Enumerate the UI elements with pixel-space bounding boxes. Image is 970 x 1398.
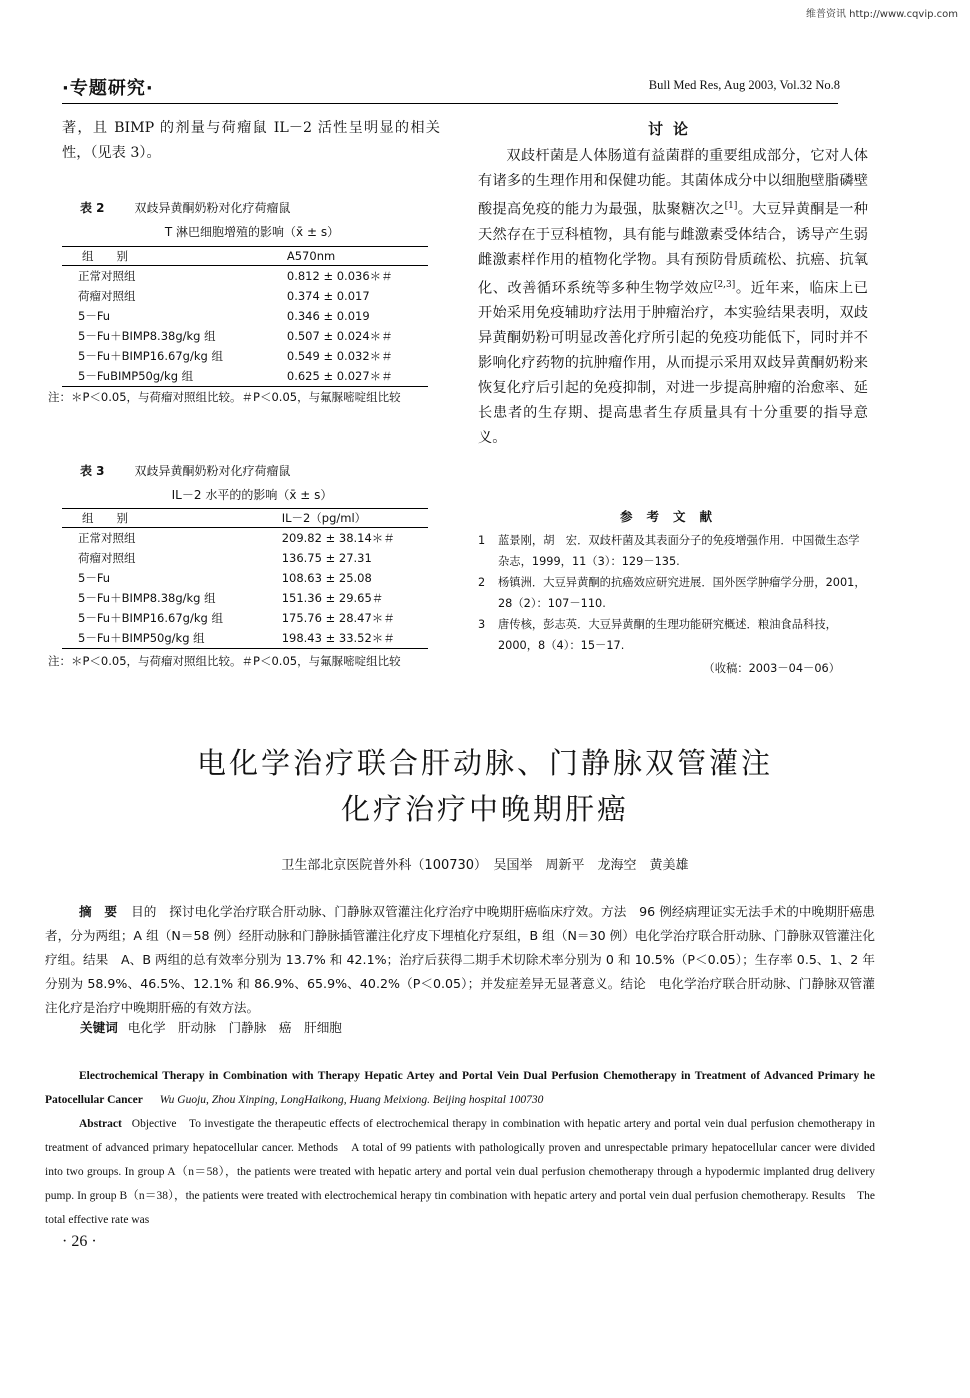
table2-cell-group: 5－Fu＋BIMP16.67g/kg 组 [78,349,223,363]
table3-cell-value: 136.75 ± 27.31 [281,551,372,565]
reference-number: 1 [478,534,486,547]
english-authors: Wu Guoju, Zhou Xinping, LongHaikong, Huang Meixiong. Beijing hospital 100730 [159,1094,544,1106]
table2-caption-line1: 双歧异黄酮奶粉对化疗荷瘤鼠 [134,201,291,215]
table2-col-value: A570nm [269,247,428,266]
table2-note: 注：＊P＜0.05，与荷瘤对照组比较。＃P＜0.05，与氟脲嘧啶组比较 [48,390,401,404]
table3-cell-group: 5－Fu＋BIMP16.67g/kg 组 [78,611,223,625]
table2-caption-line2: T 淋巴细胞增殖的影响（x̄ ± s） [164,225,340,239]
reference-item [478,572,870,614]
source-watermark: 维普资讯 http://www.cqvip.com [805,9,958,20]
table3-col-value: IL－2（pg/ml） [264,509,428,528]
abstract-cn-text: 目的 探讨电化学治疗联合肝动脉、门静脉双管灌注化疗治疗中晚期肝癌临床疗效。方法 96 例经病理证实无法手术的中晚期肝癌患者，分为两组；A 组（N＝58 例）经肝动脉和门静脉插管灌注化疗皮下埋植化疗泵组，B 组（N＝30 例）电化学治疗联合肝动脉、门静脉双管灌注化疗组。结果 A、B 两组的总有效率分别为 13.7% 和 42.1%；治疗后获得二期手术切除术率分别为 0 和 10.5%（P＜0.05）；生存率 0.5、1、2 年分别为 58.9%、46.5%、12.1% 和 86.9%、65.9%、40.2%（P＜0.05）；并发症差异无显著意义。结论 电化学治疗联合肝动脉、门静脉双管灌注化疗是治疗中晚期肝癌的有效方法。 [45,904,876,1015]
table-row [62,326,428,346]
table3-cell-value: 209.82 ± 38.14＊＃ [281,531,395,545]
table2-cell-value: 0.346 ± 0.019 [286,309,370,323]
table-row [62,548,428,568]
table2-header-row [62,247,428,266]
reference-item [478,530,870,572]
table2-cell-group: 正常对照组 [78,269,136,283]
journal-citation: Bull Med Res, Aug 2003, Vol.32 No.8 [648,78,840,92]
table2-cell-value: 0.812 ± 0.036＊＃ [286,269,393,283]
table3-cell-group: 5－Fu＋BIMP50g/kg 组 [62,628,264,649]
reference-text: 杨镇洲．大豆异黄酮的抗癌效应研究进展．国外医学肿瘤学分册，2001，28（2）：107－110. [498,576,866,610]
section-label: ·专题研究· [62,78,154,99]
article-affiliation: 卫生部北京医院普外科（100730） 吴国举 周新平 龙海空 黄美雄 [281,858,689,873]
english-title-block [45,1064,875,1112]
reference-number: 3 [478,618,486,631]
keywords-label: 关键词 [80,1020,118,1035]
table3-grid [62,508,428,649]
table-row [62,628,428,649]
table-row [62,346,428,366]
table3-caption-line1: 双歧异黄酮奶粉对化疗荷瘤鼠 [134,464,291,478]
abstract-en-label: Abstract [79,1118,122,1130]
table-row [62,608,428,628]
article-title-line2: 化疗治疗中晚期肝癌 [340,792,629,826]
table2-cell-group: 5－FuBIMP50g/kg 组 [62,366,269,387]
keywords-text: 电化学 肝动脉 门静脉 癌 肝细胞 [127,1020,342,1035]
discussion-paragraph [478,144,868,451]
keywords-line [80,1017,780,1036]
table2-cell-group: 荷瘤对照组 [78,289,136,303]
received-date: （收稿：2003－04－06） [703,662,840,675]
table-row [62,568,428,588]
table3-cell-value: 151.36 ± 29.65＃ [281,591,384,605]
table2-caption [80,199,420,216]
discussion-cite-1: [1] [724,201,738,211]
table2 [62,246,428,387]
table3-header-row [62,509,428,528]
table-row [62,306,428,326]
table-row [62,266,428,287]
table2-cell-value: 0.625 ± 0.027＊＃ [269,366,428,387]
table3-cell-group: 5－Fu [78,571,111,585]
table3 [62,508,428,649]
reference-text: 蓝景刚，胡 宏．双歧杆菌及其表面分子的免疫增强作用．中国微生态学杂志，1999，11（3）：129－135. [498,534,860,568]
reference-item [478,614,870,656]
references-list [478,530,870,656]
left-intro-paragraph: 著，且 BIMP 的剂量与荷瘤鼠 IL－2 活性呈明显的相关性，（见表 3）。 [62,120,440,161]
table-row [62,528,428,549]
table2-label: 表 2 [80,201,105,215]
table3-cell-value: 198.43 ± 33.52＊＃ [264,628,428,649]
reference-number: 2 [478,576,486,589]
table-row [62,588,428,608]
english-abstract [45,1112,875,1232]
discussion-text-1: 双歧杆菌是人体肠道有益菌群的重要组成部分，它对人体有诸多的生理作用和保健功能。其菌体成分中以细胞壁脂磷壁酸提高免疫的能力为最强，肽聚糖次之 [478,148,868,218]
discussion-text-3: 。近年来，临床上已开始采用免疫辅助疗法用于肿瘤治疗，本实验结果表明，双歧异黄酮奶粉可明显改善化疗所引起的免疫功能低下，同时并不影响化疗药物的抗肿瘤作用，从而提示采用双歧异黄酮奶粉来恢复化疗后引起的免疫抑制，对进一步提高肿瘤的治愈率、延长患者的生存期、提高患者生存质量具有十分重要的指导意义。 [478,280,868,447]
table3-caption [80,462,420,479]
references-heading: 参考文献 [619,509,726,524]
header-rule [62,103,838,104]
table3-col-group: 组 别 [62,509,264,528]
discussion-heading: 讨论 [647,120,698,138]
table3-note: 注：＊P＜0.05，与荷瘤对照组比较。＃P＜0.05，与氟脲嘧啶组比较 [48,654,401,668]
table2-grid [62,246,428,387]
table2-cell-value: 0.507 ± 0.024＊＃ [286,329,393,343]
table3-caption-line2: IL－2 水平的的影响（x̄ ± s） [171,488,333,502]
table3-cell-group: 荷瘤对照组 [78,551,136,565]
article-title-line1: 电化学治疗联合肝动脉、门静脉双管灌注 [196,746,773,780]
table-row [62,286,428,306]
table2-cell-value: 0.374 ± 0.017 [286,289,370,303]
table3-cell-group: 正常对照组 [78,531,136,545]
reference-text: 唐传核，彭志英．大豆异黄酮的生理功能研究概述．粮油食品科技，2000，8（4）：15－17. [498,618,837,652]
english-title: Electrochemical Therapy in Combination with Therapy Hepatic Artey and Portal Vein Dual Perfusion Chemotherapy in Treatment of Advanced Primary he Patocellular Cancer [45,1070,875,1106]
discussion-text-2: 。大豆异黄酮是一种天然存在于豆科植物，具有能与雌激素受体结合，诱导产生弱雌激素样作用的植物化学物。具有预防骨质疏松、抗癌、抗氧化、改善循环系统等多种生物学效应 [478,201,868,297]
abstract-en-text: Objective To investigate the therapeutic effects of electrochemical therapy in combination with hepatic artery and portal vein dual perfusion chemotherapy in treatment of advanced primary hepatocellular cancer. Methods A total of 99 patients with pathologically proven and unrespectable primary hepatocellular cancer were divided into two groups. In group A（n＝58），the patients were treated with hepatic artery and portal vein dual perfusion chemotherapy through a hypodermic implanted drug delivery pump. In group B（n＝38），the patients were treated with electrochemical herapy tin combination with hepatic artery and portal vein dual perfusion chemotherapy. Results The total effective rate was [45,1118,875,1226]
table3-label: 表 3 [80,464,105,478]
chinese-abstract [45,900,875,1020]
discussion-cite-2: [2,3] [713,279,736,290]
table3-cell-value: 175.76 ± 28.47＊＃ [281,611,395,625]
table3-cell-value: 108.63 ± 25.08 [281,571,372,585]
page-number: · 26 · [62,1233,97,1250]
table3-cell-group: 5－Fu＋BIMP8.38g/kg 组 [78,591,216,605]
table2-cell-group: 5－Fu＋BIMP8.38g/kg 组 [78,329,216,343]
table2-col-group: 组 别 [62,247,269,266]
table-row [62,366,428,387]
abstract-cn-label: 摘 要 [79,904,118,919]
table2-cell-value: 0.549 ± 0.032＊＃ [286,349,393,363]
table2-cell-group: 5－Fu [78,309,111,323]
